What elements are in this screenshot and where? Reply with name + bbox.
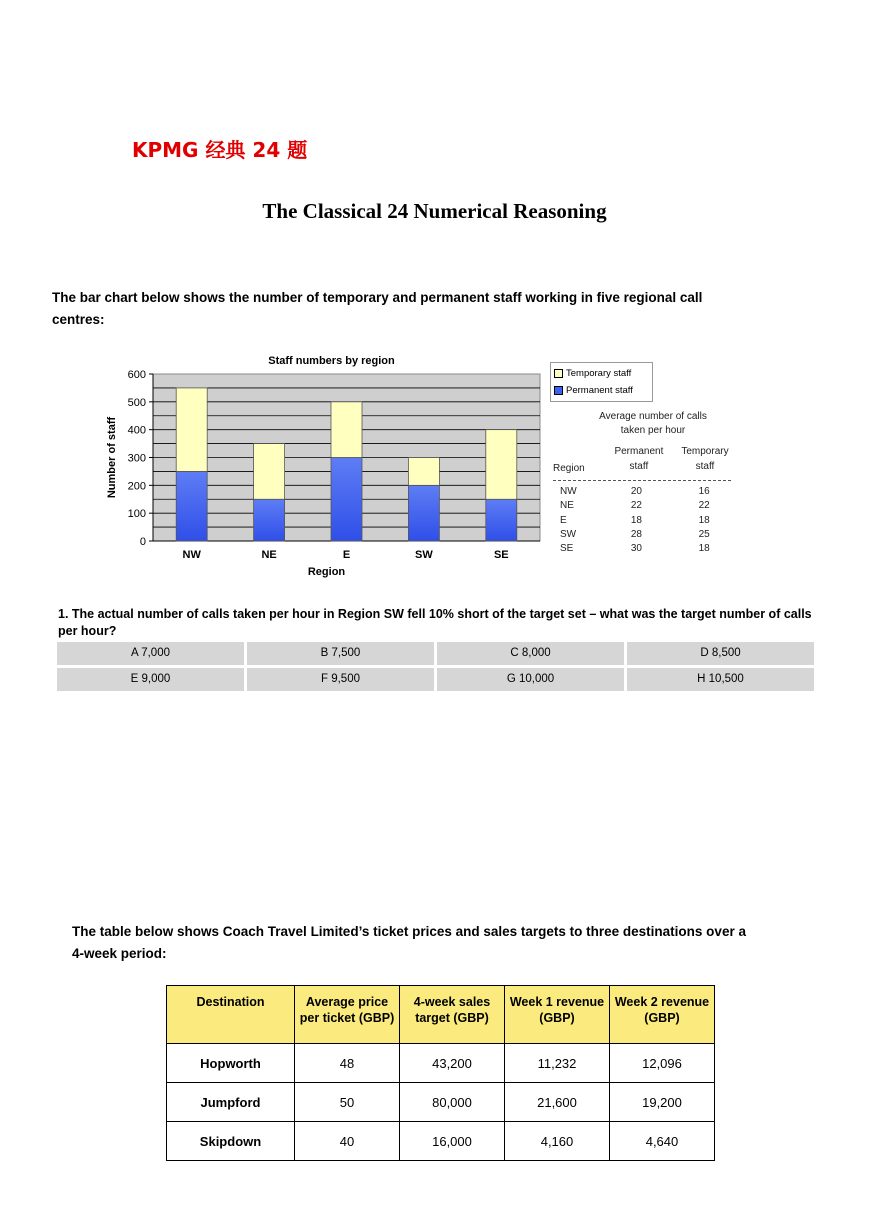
cell-value: 4,160	[505, 1122, 610, 1161]
bar-permanent-e	[331, 458, 362, 542]
bar-temporary-sw	[408, 458, 439, 486]
y-tick-label: 200	[127, 480, 146, 493]
calls-table-divider	[553, 480, 731, 481]
cell-value: 11,232	[505, 1044, 610, 1083]
cell-value: 48	[295, 1044, 400, 1083]
y-tick-label: 0	[139, 536, 146, 548]
header-week2-revenue: Week 2 revenue (GBP)	[610, 986, 715, 1044]
bar-permanent-se	[486, 499, 517, 541]
document-title: The Classical 24 Numerical Reasoning	[262, 199, 607, 223]
answer-option-g[interactable]: G 10,000	[437, 668, 624, 691]
cell-value: 21,600	[505, 1083, 610, 1122]
cell-value: 50	[295, 1083, 400, 1122]
bar-temporary-nw	[176, 388, 207, 472]
x-tick-label: E	[342, 549, 351, 561]
coach-travel-table	[166, 985, 715, 1161]
y-tick-label: 600	[127, 369, 146, 381]
legend-label: Temporary staff	[566, 368, 632, 379]
answer-option-h[interactable]: H 10,500	[627, 668, 814, 691]
chart-intro-text: The bar chart below shows the number of temporary and permanent staff working in five regional call centres:	[52, 290, 703, 327]
cell-value: 19,200	[610, 1083, 715, 1122]
calls-table-header	[548, 444, 738, 474]
cell-value: 12,096	[610, 1044, 715, 1083]
y-tick-label: 300	[127, 452, 146, 465]
answer-option-e[interactable]: E 9,000	[57, 668, 244, 691]
x-tick-label: SW	[415, 549, 433, 561]
answer-option-a[interactable]: A 7,000	[57, 642, 244, 665]
answer-option-f[interactable]: F 9,500	[247, 668, 434, 691]
answer-options	[57, 642, 814, 691]
legend-swatch-temporary	[554, 369, 563, 378]
bar-temporary-se	[486, 430, 517, 500]
bar-permanent-ne	[254, 499, 285, 541]
y-tick-label: 100	[127, 508, 146, 521]
answer-option-d[interactable]: D 8,500	[627, 642, 814, 665]
calls-header-temporary: Temporary staff	[681, 446, 729, 472]
calls-per-hour-table	[548, 410, 738, 556]
header-week1-revenue: Week 1 revenue (GBP)	[505, 986, 610, 1044]
header-destination: Destination	[167, 986, 295, 1044]
answer-option-c[interactable]: C 8,000	[437, 642, 624, 665]
x-tick-label: NE	[261, 549, 277, 561]
x-tick-label: SE	[493, 549, 509, 561]
header-average-price: Average price per ticket (GBP)	[295, 986, 400, 1044]
x-tick-label: NW	[182, 549, 201, 561]
legend-item-permanent	[554, 382, 649, 399]
calls-row: E 18 18	[560, 514, 710, 526]
calls-row: SW 28 25	[560, 528, 710, 540]
cell-value: 4,640	[610, 1122, 715, 1161]
y-tick-label: 400	[127, 424, 146, 437]
table-row	[167, 1044, 715, 1083]
cell-destination: Jumpford	[167, 1083, 295, 1122]
cell-value: 80,000	[400, 1083, 505, 1122]
bar-permanent-nw	[176, 471, 207, 541]
bar-permanent-sw	[408, 485, 439, 541]
calls-header-permanent: Permanent staff	[614, 446, 664, 472]
bar-temporary-ne	[254, 444, 285, 500]
calls-table-body	[548, 485, 738, 556]
calls-header-region: Region	[553, 463, 585, 474]
chart-legend	[550, 362, 653, 402]
staff-bar-chart	[100, 348, 545, 588]
bar-temporary-e	[331, 402, 362, 458]
brand-title: KPMG 经典 24 题	[132, 138, 308, 162]
table-intro-text: The table below shows Coach Travel Limited’s ticket prices and sales targets to three destinations over a 4-week period:	[72, 924, 746, 961]
calls-row: NE 22 22	[560, 500, 710, 512]
cell-value: 40	[295, 1122, 400, 1161]
calls-row: SE 30 18	[560, 543, 710, 555]
calls-row: NW 20 16	[560, 486, 710, 497]
cell-value: 43,200	[400, 1044, 505, 1083]
y-tick-label: 500	[127, 396, 146, 409]
legend-swatch-permanent	[554, 386, 563, 395]
cell-destination: Skipdown	[167, 1122, 295, 1161]
legend-label: Permanent staff	[566, 385, 633, 396]
legend-item-temporary	[554, 365, 649, 382]
table-row	[167, 1083, 715, 1122]
table-header-row	[167, 986, 715, 1044]
y-axis-label: Number of staff	[106, 416, 118, 499]
table-row	[167, 1122, 715, 1161]
cell-destination: Hopworth	[167, 1044, 295, 1083]
calls-table-title: Average number of calls taken per hour	[599, 411, 707, 436]
chart-title: Staff numbers by region	[268, 355, 395, 367]
cell-value: 16,000	[400, 1122, 505, 1161]
answer-option-b[interactable]: B 7,500	[247, 642, 434, 665]
x-axis-label: Region	[307, 566, 346, 578]
header-sales-target: 4-week sales target (GBP)	[400, 986, 505, 1044]
question-1-text: 1. The actual number of calls taken per hour in Region SW fell 10% short of the target set – what was the target number of calls per hour?	[58, 607, 812, 638]
